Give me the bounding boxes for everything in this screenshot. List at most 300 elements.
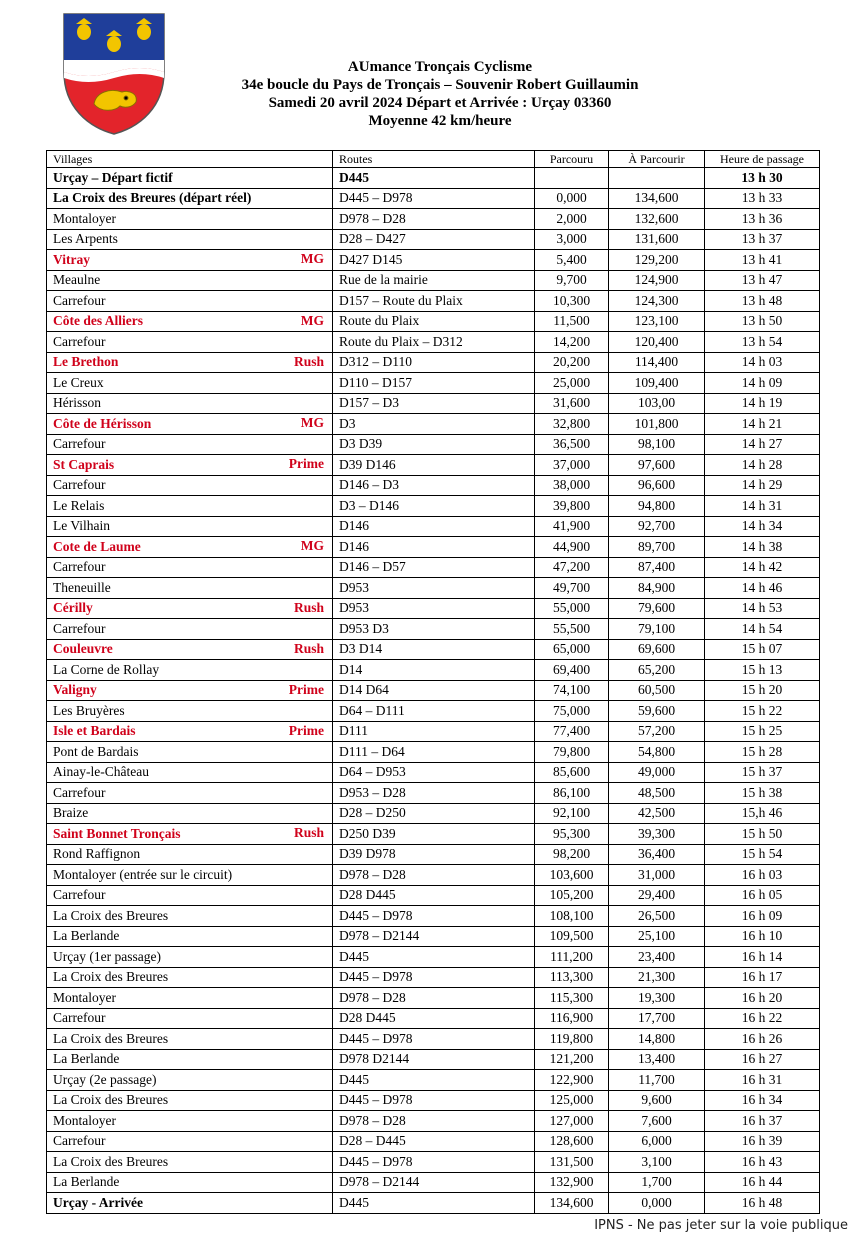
table-row (47, 1172, 820, 1193)
table-row (47, 475, 820, 496)
village-name: Ainay-le-Château (53, 764, 149, 780)
village-cell (47, 926, 333, 947)
route-cell: D28 D445 (333, 1008, 535, 1029)
event-title: 34e boucle du Pays de Tronçais – Souvenir Robert Guillaumin (241, 77, 639, 93)
a-parcourir-cell: 124,300 (609, 291, 705, 312)
table-row (47, 598, 820, 619)
table-row (47, 701, 820, 722)
parcouru-cell: 121,200 (535, 1049, 609, 1070)
village-name: La Croix des Breures (53, 1030, 169, 1046)
a-parcourir-cell: 48,500 (609, 783, 705, 804)
table-row (47, 680, 820, 701)
village-name: Braize (53, 805, 89, 821)
parcouru-cell: 14,200 (535, 332, 609, 353)
route-schedule-table (46, 150, 820, 1214)
village-cell (47, 516, 333, 537)
route-cell: D978 – D28 (333, 1111, 535, 1132)
village-name: Montaloyer (53, 210, 116, 226)
route-cell: D64 – D111 (333, 701, 535, 722)
village-cell (47, 311, 333, 332)
a-parcourir-cell: 6,000 (609, 1131, 705, 1152)
heure-cell: 16 h 03 (705, 865, 820, 886)
heure-cell: 16 h 09 (705, 906, 820, 927)
village-cell (47, 721, 333, 742)
village-name: Les Bruyères (53, 702, 125, 718)
route-cell: D978 – D2144 (333, 1172, 535, 1193)
a-parcourir-cell: 9,600 (609, 1090, 705, 1111)
parcouru-cell: 5,400 (535, 250, 609, 271)
heure-cell: 13 h 30 (705, 168, 820, 189)
route-cell: D250 D39 (333, 824, 535, 845)
a-parcourir-cell: 39,300 (609, 824, 705, 845)
route-cell: D146 – D57 (333, 557, 535, 578)
village-cell (47, 988, 333, 1009)
heure-cell: 14 h 53 (705, 598, 820, 619)
table-row (47, 906, 820, 927)
village-name: La Croix des Breures (53, 907, 169, 923)
a-parcourir-cell: 57,200 (609, 721, 705, 742)
parcouru-cell: 85,600 (535, 762, 609, 783)
route-cell: D157 – D3 (333, 393, 535, 414)
classification-tag: MG (300, 538, 324, 553)
route-cell: D953 (333, 598, 535, 619)
parcouru-cell: 0,000 (535, 188, 609, 209)
parcouru-cell: 109,500 (535, 926, 609, 947)
route-cell: Route du Plaix (333, 311, 535, 332)
table-row (47, 516, 820, 537)
village-name: Carrefour (53, 887, 106, 903)
a-parcourir-cell: 114,400 (609, 352, 705, 373)
a-parcourir-cell: 3,100 (609, 1152, 705, 1173)
route-cell: D978 – D28 (333, 865, 535, 886)
a-parcourir-cell: 97,600 (609, 455, 705, 476)
village-name: Carrefour (53, 1010, 106, 1026)
table-row (47, 373, 820, 394)
village-name: Carrefour (53, 477, 106, 493)
heure-cell: 16 h 39 (705, 1131, 820, 1152)
route-cell: D64 – D953 (333, 762, 535, 783)
a-parcourir-cell: 0,000 (609, 1193, 705, 1214)
a-parcourir-cell: 13,400 (609, 1049, 705, 1070)
table-row (47, 291, 820, 312)
parcouru-cell: 103,600 (535, 865, 609, 886)
table-body (47, 168, 820, 1214)
village-cell (47, 701, 333, 722)
route-cell: D978 – D28 (333, 209, 535, 230)
a-parcourir-cell: 101,800 (609, 414, 705, 435)
route-cell: D157 – Route du Plaix (333, 291, 535, 312)
parcouru-cell: 134,600 (535, 1193, 609, 1214)
heure-cell: 14 h 27 (705, 434, 820, 455)
col-header-a-parcourir: À Parcourir (609, 151, 705, 168)
heure-cell: 14 h 46 (705, 578, 820, 599)
heure-cell: 16 h 22 (705, 1008, 820, 1029)
parcouru-cell: 44,900 (535, 537, 609, 558)
village-cell (47, 188, 333, 209)
route-cell: D39 D146 (333, 455, 535, 476)
route-cell: D14 (333, 660, 535, 681)
parcouru-cell: 127,000 (535, 1111, 609, 1132)
route-cell: D445 – D978 (333, 1152, 535, 1173)
heure-cell: 13 h 37 (705, 229, 820, 250)
village-cell (47, 291, 333, 312)
village-name: Hérisson (53, 395, 101, 411)
table-row (47, 885, 820, 906)
village-cell (47, 434, 333, 455)
table-row (47, 1090, 820, 1111)
table-row (47, 742, 820, 763)
table-row (47, 1111, 820, 1132)
village-name: Le Creux (53, 374, 104, 390)
village-name: Saint Bonnet Tronçais (53, 825, 181, 841)
heure-cell: 16 h 20 (705, 988, 820, 1009)
a-parcourir-cell: 109,400 (609, 373, 705, 394)
event-date-location: Samedi 20 avril 2024 Départ et Arrivée : Urçay 03360 (268, 95, 612, 111)
route-cell: D978 – D28 (333, 988, 535, 1009)
route-cell: D312 – D110 (333, 352, 535, 373)
village-name: Rond Raffignon (53, 846, 141, 862)
route-cell: D111 (333, 721, 535, 742)
classification-tag: MG (300, 251, 324, 266)
parcouru-cell: 131,500 (535, 1152, 609, 1173)
route-cell: D3 D39 (333, 434, 535, 455)
village-cell (47, 352, 333, 373)
route-cell: Route du Plaix – D312 (333, 332, 535, 353)
village-name: Le Vilhain (53, 518, 111, 534)
village-cell (47, 1152, 333, 1173)
route-cell: D953 (333, 578, 535, 599)
heure-cell: 15 h 22 (705, 701, 820, 722)
a-parcourir-cell: 98,100 (609, 434, 705, 455)
village-cell (47, 660, 333, 681)
route-cell: D445 (333, 1193, 535, 1214)
a-parcourir-cell: 94,800 (609, 496, 705, 517)
village-name: Isle et Bardais (53, 723, 136, 739)
route-cell: D445 – D978 (333, 967, 535, 988)
a-parcourir-cell: 1,700 (609, 1172, 705, 1193)
a-parcourir-cell: 79,600 (609, 598, 705, 619)
village-cell (47, 885, 333, 906)
route-cell: D28 – D445 (333, 1131, 535, 1152)
table-row (47, 1008, 820, 1029)
village-name: Urçay (1er passage) (53, 948, 161, 964)
a-parcourir-cell: 129,200 (609, 250, 705, 271)
table-row (47, 209, 820, 230)
route-cell: D445 – D978 (333, 1090, 535, 1111)
classification-tag: Prime (288, 722, 324, 738)
route-cell: D39 D978 (333, 844, 535, 865)
table-row (47, 783, 820, 804)
parcouru-cell: 55,000 (535, 598, 609, 619)
parcouru-cell: 32,800 (535, 414, 609, 435)
parcouru-cell: 2,000 (535, 209, 609, 230)
a-parcourir-cell: 120,400 (609, 332, 705, 353)
village-name: Montaloyer (53, 1112, 116, 1128)
parcouru-cell: 3,000 (535, 229, 609, 250)
route-cell: Rue de la mairie (333, 270, 535, 291)
classification-tag: Rush (293, 353, 324, 369)
village-cell (47, 1029, 333, 1050)
village-name: Montaloyer (entrée sur le circuit) (53, 866, 233, 882)
parcouru-cell: 25,000 (535, 373, 609, 394)
village-name: La Berlande (53, 928, 120, 944)
village-cell (47, 1008, 333, 1029)
village-cell (47, 639, 333, 660)
a-parcourir-cell: 69,600 (609, 639, 705, 660)
route-cell: D445 (333, 168, 535, 189)
route-cell: D953 D3 (333, 619, 535, 640)
table-row (47, 229, 820, 250)
a-parcourir-cell: 36,400 (609, 844, 705, 865)
village-name: Côte de Hérisson (53, 415, 152, 431)
a-parcourir-cell: 49,000 (609, 762, 705, 783)
table-row (47, 414, 820, 435)
village-name: St Caprais (53, 456, 115, 472)
a-parcourir-cell: 124,900 (609, 270, 705, 291)
village-cell (47, 496, 333, 517)
parcouru-cell: 77,400 (535, 721, 609, 742)
parcouru-cell: 49,700 (535, 578, 609, 599)
table-row (47, 1049, 820, 1070)
heure-cell: 16 h 14 (705, 947, 820, 968)
col-header-parcouru: Parcouru (535, 151, 609, 168)
table-row (47, 168, 820, 189)
parcouru-cell: 55,500 (535, 619, 609, 640)
a-parcourir-cell: 17,700 (609, 1008, 705, 1029)
village-name: Cérilly (53, 600, 93, 616)
heure-cell: 15 h 28 (705, 742, 820, 763)
village-name: Urçay - Arrivée (53, 1194, 143, 1210)
village-cell (47, 824, 333, 845)
a-parcourir-cell: 26,500 (609, 906, 705, 927)
table-row (47, 188, 820, 209)
route-cell: D445 – D978 (333, 188, 535, 209)
heure-cell: 16 h 43 (705, 1152, 820, 1173)
village-name: Carrefour (53, 559, 106, 575)
table-row (47, 496, 820, 517)
classification-tag: Rush (293, 640, 324, 656)
parcouru-cell: 108,100 (535, 906, 609, 927)
village-cell (47, 947, 333, 968)
route-cell: D3 (333, 414, 535, 435)
village-name: Carrefour (53, 333, 106, 349)
heure-cell: 14 h 34 (705, 516, 820, 537)
col-header-routes: Routes (333, 151, 535, 168)
parcouru-cell: 122,900 (535, 1070, 609, 1091)
parcouru-cell: 111,200 (535, 947, 609, 968)
route-cell: D445 – D978 (333, 906, 535, 927)
heure-cell: 15 h 20 (705, 680, 820, 701)
a-parcourir-cell: 92,700 (609, 516, 705, 537)
village-cell (47, 619, 333, 640)
a-parcourir-cell: 60,500 (609, 680, 705, 701)
village-name: Le Brethon (53, 354, 119, 370)
table-row (47, 578, 820, 599)
route-cell: D110 – D157 (333, 373, 535, 394)
route-cell: D445 (333, 1070, 535, 1091)
heure-cell: 16 h 37 (705, 1111, 820, 1132)
village-cell (47, 578, 333, 599)
village-cell (47, 865, 333, 886)
parcouru-cell: 74,100 (535, 680, 609, 701)
parcouru-cell: 116,900 (535, 1008, 609, 1029)
table-row (47, 803, 820, 824)
village-name: Carrefour (53, 1133, 106, 1149)
parcouru-cell: 119,800 (535, 1029, 609, 1050)
route-cell: D111 – D64 (333, 742, 535, 763)
parcouru-cell: 79,800 (535, 742, 609, 763)
table-row (47, 270, 820, 291)
a-parcourir-cell: 7,600 (609, 1111, 705, 1132)
heure-cell: 15 h 07 (705, 639, 820, 660)
average-speed: Moyenne 42 km/heure (368, 113, 512, 129)
parcouru-cell: 20,200 (535, 352, 609, 373)
heure-cell: 15 h 25 (705, 721, 820, 742)
table-row (47, 1152, 820, 1173)
heure-cell: 16 h 05 (705, 885, 820, 906)
parcouru-cell: 11,500 (535, 311, 609, 332)
classification-tag: MG (300, 415, 324, 430)
heure-cell: 14 h 29 (705, 475, 820, 496)
village-cell (47, 1070, 333, 1091)
village-name: Valigny (53, 682, 97, 698)
village-cell (47, 229, 333, 250)
table-row (47, 639, 820, 660)
table-row (47, 721, 820, 742)
heure-cell: 14 h 31 (705, 496, 820, 517)
parcouru-cell: 9,700 (535, 270, 609, 291)
route-cell: D978 D2144 (333, 1049, 535, 1070)
village-cell (47, 680, 333, 701)
parcouru-cell: 41,900 (535, 516, 609, 537)
heure-cell: 14 h 28 (705, 455, 820, 476)
a-parcourir-cell: 14,800 (609, 1029, 705, 1050)
coat-of-arms-icon (60, 12, 168, 136)
heure-cell: 13 h 50 (705, 311, 820, 332)
heure-cell: 15 h 50 (705, 824, 820, 845)
table-row (47, 434, 820, 455)
village-cell (47, 844, 333, 865)
village-name: La Berlande (53, 1051, 120, 1067)
village-name: Côte des Alliers (53, 313, 143, 329)
route-cell: D28 – D250 (333, 803, 535, 824)
parcouru-cell: 47,200 (535, 557, 609, 578)
parcouru-cell: 31,600 (535, 393, 609, 414)
village-cell (47, 332, 333, 353)
village-name: Urçay – Départ fictif (53, 169, 173, 185)
village-cell (47, 168, 333, 189)
heure-cell: 14 h 09 (705, 373, 820, 394)
heure-cell: 14 h 03 (705, 352, 820, 373)
col-header-heure: Heure de passage (705, 151, 820, 168)
parcouru-cell: 95,300 (535, 824, 609, 845)
village-cell (47, 906, 333, 927)
village-name: Urçay (2e passage) (53, 1071, 157, 1087)
table-row (47, 660, 820, 681)
parcouru-cell: 36,500 (535, 434, 609, 455)
route-cell: D146 – D3 (333, 475, 535, 496)
village-cell (47, 393, 333, 414)
a-parcourir-cell: 96,600 (609, 475, 705, 496)
village-name: Carrefour (53, 292, 106, 308)
parcouru-cell: 113,300 (535, 967, 609, 988)
a-parcourir-cell: 42,500 (609, 803, 705, 824)
heure-cell: 14 h 21 (705, 414, 820, 435)
a-parcourir-cell: 31,000 (609, 865, 705, 886)
table-row (47, 557, 820, 578)
heure-cell: 13 h 48 (705, 291, 820, 312)
a-parcourir-cell: 89,700 (609, 537, 705, 558)
village-name: Theneuille (53, 579, 111, 595)
table-row (47, 865, 820, 886)
document-header (170, 58, 710, 130)
heure-cell: 13 h 33 (705, 188, 820, 209)
route-cell: D445 – D978 (333, 1029, 535, 1050)
village-cell (47, 598, 333, 619)
heure-cell: 16 h 17 (705, 967, 820, 988)
a-parcourir-cell: 11,700 (609, 1070, 705, 1091)
a-parcourir-cell: 132,600 (609, 209, 705, 230)
village-cell (47, 1049, 333, 1070)
village-name: La Croix des Breures (53, 1153, 169, 1169)
classification-tag: Rush (293, 599, 324, 615)
a-parcourir-cell: 87,400 (609, 557, 705, 578)
village-name: Carrefour (53, 784, 106, 800)
route-cell: D14 D64 (333, 680, 535, 701)
heure-cell: 15 h 37 (705, 762, 820, 783)
parcouru-cell: 92,100 (535, 803, 609, 824)
table-row (47, 455, 820, 476)
a-parcourir-cell: 54,800 (609, 742, 705, 763)
village-cell (47, 1131, 333, 1152)
classification-tag: MG (300, 312, 324, 328)
parcouru-cell: 98,200 (535, 844, 609, 865)
heure-cell: 13 h 41 (705, 250, 820, 271)
heure-cell: 16 h 10 (705, 926, 820, 947)
table-row (47, 762, 820, 783)
a-parcourir-cell: 84,900 (609, 578, 705, 599)
table-row (47, 824, 820, 845)
classification-tag: Rush (293, 825, 324, 840)
table-row (47, 1070, 820, 1091)
village-cell (47, 414, 333, 435)
table-row (47, 1029, 820, 1050)
village-name: Le Relais (53, 497, 105, 513)
classification-tag: Prime (288, 681, 324, 697)
village-name: Cote de Laume (53, 538, 141, 554)
village-name: La Croix des Breures (53, 1092, 169, 1108)
village-name: Montaloyer (53, 989, 116, 1005)
parcouru-cell: 38,000 (535, 475, 609, 496)
footer-notice: IPNS - Ne pas jeter sur la voie publique (594, 1218, 848, 1233)
club-name: AUmance Tronçais Cyclisme (347, 59, 533, 75)
a-parcourir-cell: 19,300 (609, 988, 705, 1009)
heure-cell: 13 h 54 (705, 332, 820, 353)
col-header-villages: Villages (47, 151, 333, 168)
table-row (47, 619, 820, 640)
table-row (47, 537, 820, 558)
heure-cell: 16 h 48 (705, 1193, 820, 1214)
village-cell (47, 209, 333, 230)
heure-cell: 15 h 13 (705, 660, 820, 681)
table-row (47, 1193, 820, 1214)
heure-cell: 14 h 19 (705, 393, 820, 414)
heure-cell: 16 h 44 (705, 1172, 820, 1193)
heure-cell: 16 h 26 (705, 1029, 820, 1050)
village-name: Les Arpents (53, 231, 118, 247)
table-row (47, 352, 820, 373)
table-header-row (47, 151, 820, 168)
